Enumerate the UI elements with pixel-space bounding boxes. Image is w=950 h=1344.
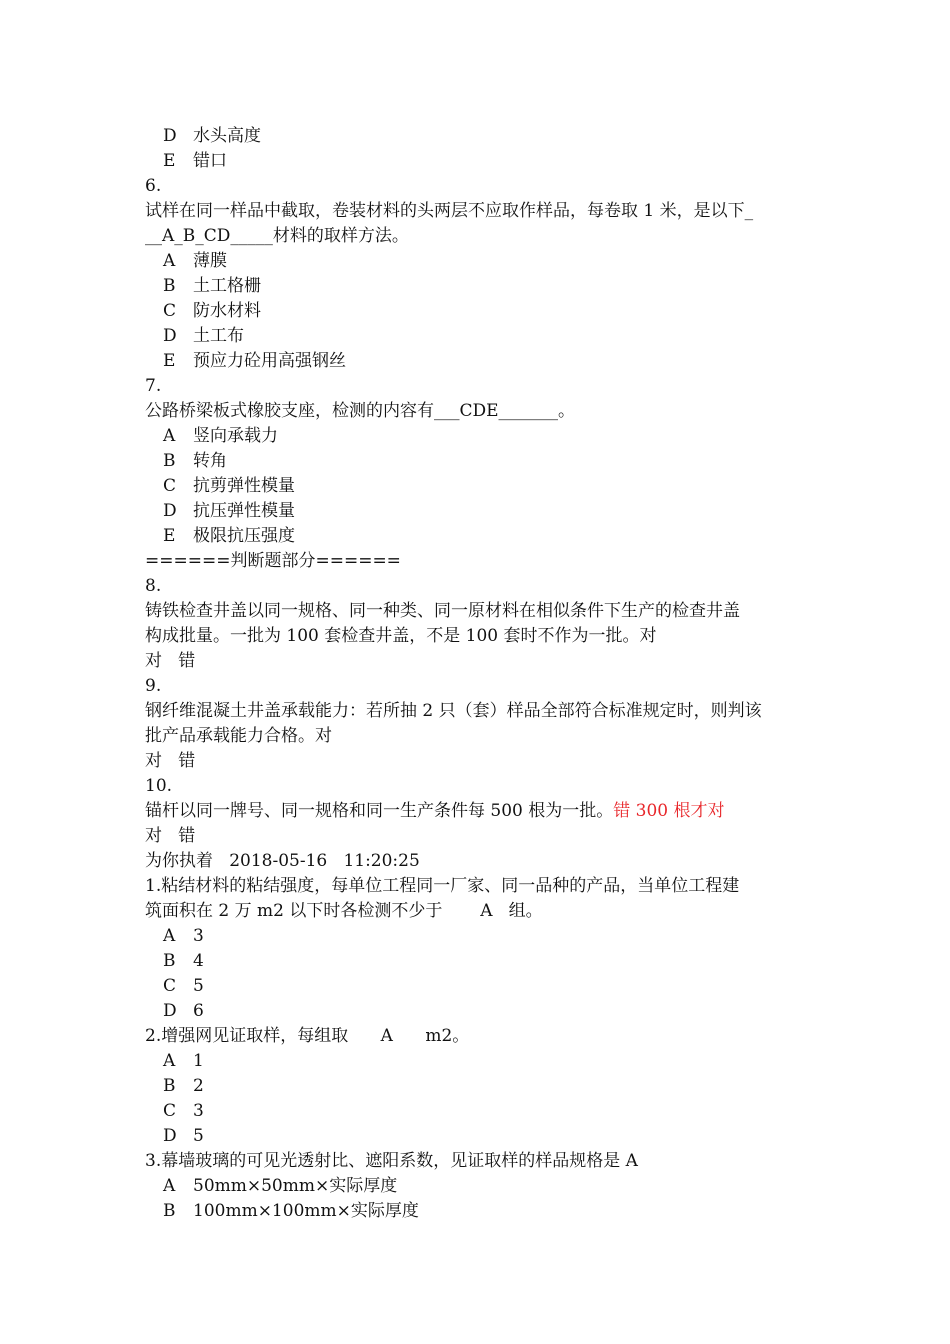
text-line bbox=[145, 724, 825, 749]
option-letter: E bbox=[163, 526, 176, 546]
option-line bbox=[145, 1049, 825, 1074]
line-text: 防水材料 bbox=[193, 301, 261, 321]
line-text: 筑面积在 2 万 m2 以下时各检测不少于 A 组。 bbox=[145, 901, 543, 921]
option-letter: B bbox=[163, 951, 176, 971]
text-line bbox=[145, 849, 825, 874]
line-text: 公路桥梁板式橡胶支座，检测的内容有___CDE_______。 bbox=[145, 401, 576, 421]
line-text: 土工格栅 bbox=[193, 276, 261, 296]
line-text: ======判断题部分====== bbox=[145, 551, 401, 571]
text-line bbox=[145, 574, 825, 599]
option-letter: A bbox=[163, 251, 176, 271]
line-text: 3 bbox=[193, 1101, 204, 1121]
line-text: 水头高度 bbox=[193, 126, 261, 146]
text-line bbox=[145, 374, 825, 399]
option-letter: E bbox=[163, 351, 176, 371]
text-line bbox=[145, 599, 825, 624]
line-text: 预应力砼用高强钢丝 bbox=[193, 351, 346, 371]
line-text: 3.幕墙玻璃的可见光透射比、遮阳系数，见证取样的样品规格是 A bbox=[145, 1151, 638, 1171]
text-line bbox=[145, 224, 825, 249]
option-line bbox=[145, 1099, 825, 1124]
text-line bbox=[145, 174, 825, 199]
option-letter: C bbox=[163, 976, 177, 996]
option-line bbox=[145, 499, 825, 524]
option-letter: A bbox=[163, 1176, 176, 1196]
line-text: 1 bbox=[193, 1051, 204, 1071]
option-letter: A bbox=[163, 1051, 176, 1071]
line-text: 9. bbox=[145, 676, 162, 696]
line-text: 批产品承载能力合格。对 bbox=[145, 726, 332, 746]
line-text: 铸铁检查井盖以同一规格、同一种类、同一原材料在相似条件下生产的检查井盖 bbox=[145, 601, 740, 621]
line-text: 2 bbox=[193, 1076, 204, 1096]
line-text: 对 错 bbox=[145, 651, 196, 671]
line-text: 6 bbox=[193, 1001, 204, 1021]
text-line bbox=[145, 874, 825, 899]
line-text: 100mm×100mm×实际厚度 bbox=[193, 1201, 419, 1221]
red-annotation: 错 300 根才对 bbox=[613, 801, 725, 821]
option-line bbox=[145, 299, 825, 324]
line-text: 极限抗压强度 bbox=[193, 526, 295, 546]
option-line bbox=[145, 524, 825, 549]
line-text: 10. bbox=[145, 776, 173, 796]
line-text: 4 bbox=[193, 951, 204, 971]
option-line bbox=[145, 274, 825, 299]
option-letter: B bbox=[163, 276, 176, 296]
option-letter: D bbox=[163, 326, 177, 346]
option-letter: A bbox=[163, 426, 176, 446]
option-letter: D bbox=[163, 1001, 177, 1021]
text-line bbox=[145, 399, 825, 424]
line-text: 5 bbox=[193, 1126, 204, 1146]
line-text: 抗剪弹性模量 bbox=[193, 476, 295, 496]
text-line bbox=[145, 774, 825, 799]
option-line bbox=[145, 149, 825, 174]
option-line bbox=[145, 974, 825, 999]
line-text: 1.粘结材料的粘结强度，每单位工程同一厂家、同一品种的产品，当单位工程建 bbox=[145, 876, 740, 896]
option-line bbox=[145, 124, 825, 149]
text-line bbox=[145, 699, 825, 724]
text-line bbox=[145, 899, 825, 924]
text-line bbox=[145, 674, 825, 699]
line-text: 2.增强网见证取样，每组取 A m2。 bbox=[145, 1026, 470, 1046]
line-text: 8. bbox=[145, 576, 162, 596]
option-letter: C bbox=[163, 1101, 177, 1121]
option-line bbox=[145, 1124, 825, 1149]
document-page bbox=[145, 124, 825, 1224]
option-letter: D bbox=[163, 126, 177, 146]
option-line bbox=[145, 249, 825, 274]
option-line bbox=[145, 999, 825, 1024]
text-line bbox=[145, 199, 825, 224]
option-letter: E bbox=[163, 151, 176, 171]
text-line bbox=[145, 624, 825, 649]
line-text: 对 错 bbox=[145, 751, 196, 771]
option-letter: A bbox=[163, 926, 176, 946]
line-text: 竖向承载力 bbox=[193, 426, 278, 446]
option-line bbox=[145, 949, 825, 974]
option-letter: C bbox=[163, 301, 177, 321]
option-letter: D bbox=[163, 501, 177, 521]
option-letter: B bbox=[163, 1201, 176, 1221]
option-line bbox=[145, 349, 825, 374]
line-text: 6. bbox=[145, 176, 162, 196]
line-text: 构成批量。一批为 100 套检查井盖，不是 100 套时不作为一批。对 bbox=[145, 626, 657, 646]
text-line bbox=[145, 1024, 825, 1049]
option-line bbox=[145, 1199, 825, 1224]
line-text: 对 错 bbox=[145, 826, 196, 846]
line-text: 锚杆以同一牌号、同一规格和同一生产条件每 500 根为一批。 bbox=[145, 801, 614, 821]
text-line bbox=[145, 749, 825, 774]
option-line bbox=[145, 449, 825, 474]
option-line bbox=[145, 424, 825, 449]
line-text: 3 bbox=[193, 926, 204, 946]
line-text: __A_B_CD_____材料的取样方法。 bbox=[145, 226, 409, 246]
text-line bbox=[145, 649, 825, 674]
line-text: 试样在同一样品中截取，卷装材料的头两层不应取作样品，每卷取 1 米，是以下_ bbox=[145, 201, 754, 221]
option-letter: B bbox=[163, 1076, 176, 1096]
line-text: 错口 bbox=[193, 151, 227, 171]
option-line bbox=[145, 324, 825, 349]
line-text: 薄膜 bbox=[193, 251, 227, 271]
text-line bbox=[145, 799, 825, 824]
line-text: 土工布 bbox=[193, 326, 244, 346]
text-line bbox=[145, 1149, 825, 1174]
line-text: 钢纤维混凝土井盖承载能力：若所抽 2 只（套）样品全部符合标准规定时，则判该 bbox=[145, 701, 762, 721]
line-text: 50mm×50mm×实际厚度 bbox=[193, 1176, 398, 1196]
option-letter: D bbox=[163, 1126, 177, 1146]
line-text: 为你执着 2018-05-16 11:20:25 bbox=[145, 851, 420, 871]
option-letter: C bbox=[163, 476, 177, 496]
line-text: 7. bbox=[145, 376, 162, 396]
option-line bbox=[145, 924, 825, 949]
option-line bbox=[145, 474, 825, 499]
option-letter: B bbox=[163, 451, 176, 471]
line-text: 抗压弹性模量 bbox=[193, 501, 295, 521]
line-text: 5 bbox=[193, 976, 204, 996]
text-line bbox=[145, 824, 825, 849]
option-line bbox=[145, 1174, 825, 1199]
option-line bbox=[145, 1074, 825, 1099]
text-line bbox=[145, 549, 825, 574]
line-text: 转角 bbox=[193, 451, 227, 471]
